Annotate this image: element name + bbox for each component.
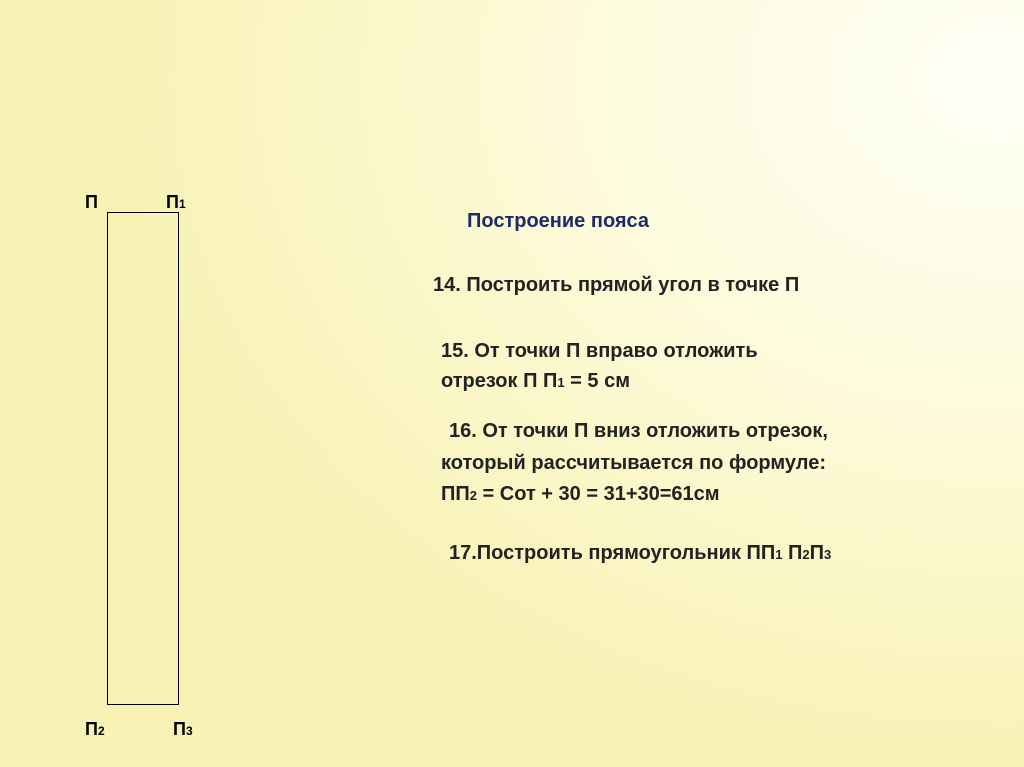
step-15-line1: 15. От точки П вправо отложить — [441, 340, 758, 362]
step-17: 17.Построить прямоугольник ПП1 П2П3 — [449, 542, 832, 564]
point-label-p: П — [85, 192, 98, 212]
point-label-p2: П2 — [85, 719, 105, 739]
step-16-line1: 16. От точки П вниз отложить отрезок, — [449, 420, 828, 442]
point-label-p1: П1 — [166, 192, 186, 212]
step-16-line2: который рассчитывается по формуле: — [441, 452, 826, 474]
point-label-p3: П3 — [173, 719, 193, 739]
heading: Построение пояса — [467, 210, 650, 232]
step-16-line3: ПП2 = Сот + 30 = 31+30=61см — [441, 483, 720, 505]
step-14: 14. Построить прямой угол в точке П — [433, 274, 800, 296]
belt-rectangle — [107, 212, 179, 705]
step-15-line2: отрезок П П1 = 5 см — [441, 370, 631, 392]
